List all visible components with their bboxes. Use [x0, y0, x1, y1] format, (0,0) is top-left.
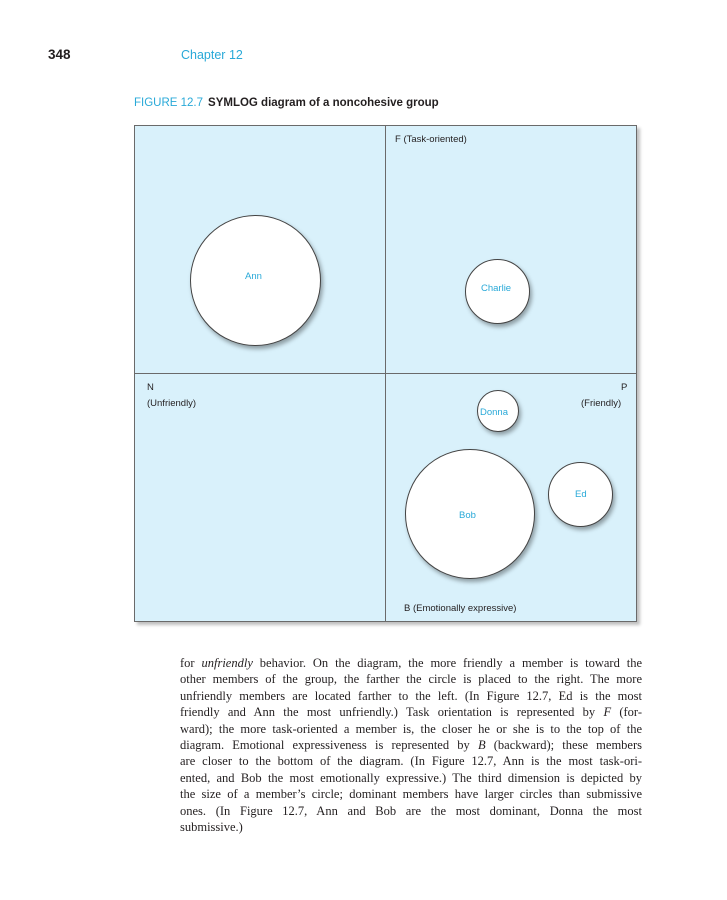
- body-line: are closer to the bottom of the diagram. (In Figure 12.7, Ann is the most task-ori-: [180, 754, 642, 769]
- horizontal-axis: [135, 373, 636, 374]
- axis-label-left-desc: (Unfriendly): [147, 398, 197, 409]
- member-label-bob: Bob: [459, 510, 476, 521]
- emphasis-f: F: [603, 705, 612, 720]
- body-line: other members of the group, the farther the circle is placed to the right. The more: [180, 672, 642, 687]
- axis-label-top: F (Task-oriented): [395, 134, 467, 145]
- body-paragraph: [180, 655, 642, 835]
- axis-label-right-letter: P: [621, 382, 628, 393]
- emphasis-b: B: [477, 738, 486, 753]
- body-line: submissive.): [180, 820, 243, 835]
- figure-caption: [134, 97, 439, 109]
- body-line: ward); the more task-oriented a member is, the closer he or she is to the top of the: [180, 721, 642, 736]
- member-label-charlie: Charlie: [481, 283, 512, 294]
- member-label-donna: Donna: [480, 407, 508, 418]
- page-number: 348: [48, 47, 71, 62]
- member-label-ann: Ann: [245, 271, 262, 282]
- body-line: friendly and Ann the most unfriendly.) Task orientation is represented by F (for-: [180, 705, 643, 720]
- axis-label-right-desc: (Friendly): [581, 398, 622, 409]
- axis-label-bottom: B (Emotionally expressive): [404, 603, 517, 614]
- body-line: unfriendly members are located farther to the left. (In Figure 12.7, Ed is the most: [180, 688, 642, 703]
- body-line: ented, and Bob the most emotionally expressive.) The third dimension is depicted by: [180, 770, 642, 785]
- body-line: for unfriendly behavior. On the diagram, the more friendly a member is toward the: [180, 656, 643, 670]
- figure-title: SYMLOG diagram of a noncohesive group: [208, 97, 439, 109]
- symlog-diagram: [134, 125, 637, 622]
- body-line: diagram. Emotional expressiveness is represented by B (backward); these members: [180, 738, 642, 753]
- member-label-ed: Ed: [575, 489, 587, 500]
- axis-label-left-letter: N: [147, 382, 154, 393]
- emphasis-unfriendly: unfriendly: [201, 656, 253, 670]
- running-head-chapter: Chapter 12: [181, 48, 243, 62]
- body-line: the size of a member’s circle; dominant members have larger circles than submissive: [180, 787, 642, 802]
- body-line: ones. (In Figure 12.7, Ann and Bob are the most dominant, Donna the most: [180, 803, 642, 818]
- figure-label: FIGURE 12.7: [134, 97, 204, 109]
